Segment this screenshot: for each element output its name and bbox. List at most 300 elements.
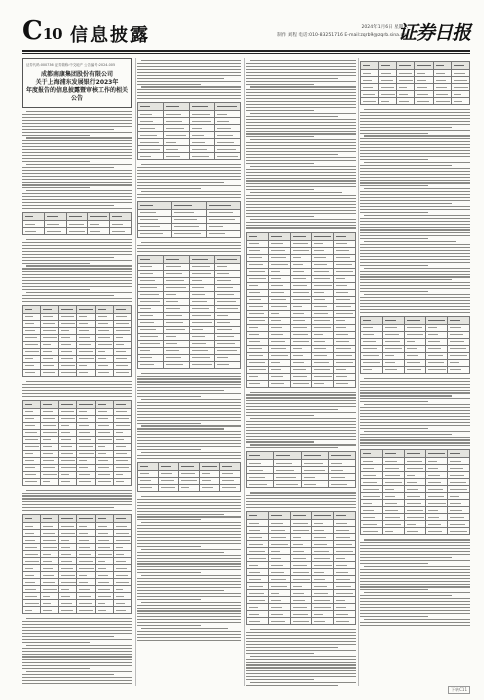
table-cell <box>397 84 415 91</box>
cell-text-mark <box>98 603 105 604</box>
table-cell <box>404 450 426 458</box>
table-cell <box>247 254 269 261</box>
cell-text-mark <box>363 453 371 454</box>
text-line <box>250 682 356 683</box>
text-line <box>360 262 470 263</box>
text-line <box>22 271 132 272</box>
table-cell <box>44 228 66 235</box>
table-cell <box>163 347 189 354</box>
cell-text-mark <box>43 481 50 482</box>
table-cell <box>158 484 179 491</box>
text-line <box>137 552 224 553</box>
table-cell <box>41 348 59 355</box>
table-cell <box>41 544 59 551</box>
cell-text-mark <box>385 496 395 497</box>
text-line <box>22 140 132 141</box>
text-line <box>137 420 241 421</box>
table-cell <box>247 282 269 289</box>
cell-text-mark <box>181 487 189 488</box>
table-cell <box>77 478 95 485</box>
text-line <box>141 86 241 87</box>
table-cell <box>23 213 45 221</box>
text-line <box>250 113 356 114</box>
table-row <box>361 493 470 500</box>
text-line <box>360 124 470 125</box>
table-row <box>138 340 241 347</box>
cell-text-mark <box>79 425 88 426</box>
table-row <box>361 486 470 493</box>
text-line <box>137 170 241 171</box>
text-line <box>360 604 470 605</box>
data-table <box>137 255 241 369</box>
text-line <box>137 78 224 79</box>
table-cell <box>95 408 113 415</box>
table-cell <box>426 345 448 352</box>
table-cell <box>23 544 41 551</box>
cell-text-mark <box>336 243 347 244</box>
table-cell <box>41 369 59 376</box>
table-cell <box>268 604 290 611</box>
cell-text-mark <box>61 323 75 324</box>
cell-text-mark <box>314 614 323 615</box>
table-cell <box>189 146 215 153</box>
table-cell <box>77 450 95 457</box>
table-cell <box>95 422 113 429</box>
cell-text-mark <box>417 80 425 81</box>
text-line <box>137 434 241 435</box>
table-cell <box>163 139 189 146</box>
cell-text-mark <box>166 294 177 295</box>
text-line <box>137 502 241 503</box>
cell-text-mark <box>363 362 380 363</box>
text-line <box>246 679 314 680</box>
table-cell <box>41 565 59 572</box>
text-line <box>246 195 356 196</box>
text-line <box>364 592 470 593</box>
table-cell <box>426 521 448 528</box>
cell-text-mark <box>79 358 93 359</box>
page-number: 10 <box>42 25 62 43</box>
table-cell <box>361 91 379 98</box>
table-cell <box>41 334 59 341</box>
cell-text-mark <box>271 278 281 279</box>
table-cell <box>268 590 290 597</box>
cell-text-mark <box>336 362 353 363</box>
table-cell <box>247 324 269 331</box>
text-line <box>360 551 470 552</box>
cell-text-mark <box>209 219 236 220</box>
table-cell <box>433 70 451 77</box>
table-cell <box>301 452 328 460</box>
table-cell <box>215 361 241 368</box>
cell-text-mark <box>331 484 347 485</box>
table-cell <box>95 313 113 320</box>
table-row <box>138 111 241 118</box>
table-cell <box>312 345 334 352</box>
cell-text-mark <box>249 341 260 342</box>
text-line <box>246 421 356 422</box>
text-line <box>246 116 338 117</box>
cell-text-mark <box>217 280 231 281</box>
table-cell <box>113 429 131 436</box>
cell-text-mark <box>217 121 229 122</box>
table-row <box>23 579 132 586</box>
table-cell <box>382 514 404 521</box>
text-line <box>137 69 241 70</box>
cell-text-mark <box>90 216 106 217</box>
cell-text-mark <box>385 489 394 490</box>
text-line <box>246 81 356 82</box>
cell-text-mark <box>25 432 37 433</box>
table-row <box>138 477 241 484</box>
data-table <box>137 102 241 160</box>
table-cell <box>247 275 269 282</box>
table-cell <box>312 611 334 618</box>
table-cell <box>274 460 301 467</box>
text-line <box>246 213 356 214</box>
text-line <box>246 495 356 496</box>
text-line <box>360 595 452 596</box>
cell-text-mark <box>314 299 325 300</box>
cell-text-mark <box>381 80 392 81</box>
cell-text-mark <box>25 540 35 541</box>
cell-text-mark <box>192 280 202 281</box>
cell-text-mark <box>407 475 416 476</box>
table-header-row <box>138 462 241 470</box>
table-row <box>247 331 356 338</box>
table-cell <box>23 415 41 422</box>
table-cell <box>138 263 164 270</box>
cell-text-mark <box>166 280 184 281</box>
table-cell <box>379 62 397 70</box>
table-cell <box>404 486 426 493</box>
cell-text-mark <box>293 572 309 573</box>
text-line <box>364 135 470 136</box>
table-cell <box>59 579 77 586</box>
text-line <box>246 667 356 668</box>
text-line <box>141 628 228 629</box>
text-line <box>137 569 241 570</box>
table-cell <box>59 400 77 408</box>
text-line <box>360 191 470 192</box>
cell-text-mark <box>271 600 281 601</box>
text-line <box>26 137 132 138</box>
text-line <box>137 248 241 249</box>
table-cell <box>268 555 290 562</box>
cell-text-mark <box>98 411 107 412</box>
table-cell <box>247 345 269 352</box>
table-cell <box>59 478 77 485</box>
cell-text-mark <box>61 533 75 534</box>
table-row <box>247 338 356 345</box>
table-cell <box>163 284 189 291</box>
table-cell <box>268 352 290 359</box>
cell-text-mark <box>385 468 399 469</box>
text-line <box>360 545 470 546</box>
table-cell <box>138 354 164 361</box>
table-cell <box>41 607 59 614</box>
table-row <box>247 373 356 380</box>
cell-text-mark <box>363 87 373 88</box>
cell-text-mark <box>385 461 397 462</box>
cell-text-mark <box>249 355 263 356</box>
text-line <box>137 390 224 391</box>
table-cell <box>268 541 290 548</box>
text-line <box>360 182 470 183</box>
cell-text-mark <box>98 365 108 366</box>
text-line <box>364 162 470 163</box>
cell-text-mark <box>43 351 52 352</box>
text-line <box>22 301 132 302</box>
table-cell <box>23 551 41 558</box>
text-line <box>22 248 132 249</box>
cell-text-mark <box>293 299 310 300</box>
table-cell <box>59 515 77 523</box>
cell-text-mark <box>271 558 281 559</box>
table-cell <box>215 354 241 361</box>
table-row <box>138 291 241 298</box>
text-line <box>137 446 241 447</box>
cell-text-mark <box>192 308 209 309</box>
text-line <box>22 268 132 269</box>
text-line <box>22 179 132 180</box>
text-line <box>360 297 470 298</box>
data-table <box>246 451 356 488</box>
table-cell <box>247 611 269 618</box>
table-cell <box>268 254 290 261</box>
text-line <box>246 653 314 654</box>
newspaper-logo: 证券日报 <box>397 22 470 44</box>
text-line <box>22 295 114 296</box>
cell-text-mark <box>249 455 260 456</box>
text-line <box>246 685 338 686</box>
column-1 <box>22 58 132 686</box>
table-cell <box>312 555 334 562</box>
table-cell <box>179 462 200 470</box>
table-cell <box>334 597 356 604</box>
cell-text-mark <box>116 418 129 419</box>
table-cell <box>59 327 77 334</box>
cell-text-mark <box>336 600 345 601</box>
table-cell <box>220 477 241 484</box>
table-cell <box>59 457 77 464</box>
text-line <box>360 610 470 611</box>
cell-text-mark <box>249 313 264 314</box>
cell-text-mark <box>304 470 325 471</box>
cell-text-mark <box>98 596 112 597</box>
text-line <box>22 393 132 394</box>
table-row <box>138 361 241 368</box>
text-line <box>360 247 470 248</box>
table-cell <box>138 223 172 230</box>
table-row <box>138 118 241 125</box>
cell-text-mark <box>166 135 186 136</box>
table-cell <box>247 240 269 247</box>
table-cell <box>290 576 312 583</box>
text-line <box>137 66 241 67</box>
text-line <box>22 202 132 203</box>
table-cell <box>268 275 290 282</box>
cell-text-mark <box>249 614 259 615</box>
table-cell <box>274 481 301 488</box>
cell-text-mark <box>363 524 377 525</box>
text-line <box>360 572 470 573</box>
cell-text-mark <box>166 273 183 274</box>
table-cell <box>95 320 113 327</box>
table-cell <box>247 373 269 380</box>
cell-text-mark <box>61 404 72 405</box>
cell-text-mark <box>98 474 110 475</box>
table-row <box>138 270 241 277</box>
cell-text-mark <box>428 362 444 363</box>
text-line <box>364 431 470 432</box>
cell-text-mark <box>271 313 279 314</box>
cell-text-mark <box>25 582 35 583</box>
cell-text-mark <box>249 523 259 524</box>
table-cell <box>361 331 383 338</box>
cell-text-mark <box>436 87 448 88</box>
table-cell <box>59 565 77 572</box>
cell-text-mark <box>314 515 330 516</box>
table-row <box>247 268 356 275</box>
table-row <box>138 284 241 291</box>
text-line <box>22 501 132 502</box>
table-cell <box>404 331 426 338</box>
cell-text-mark <box>314 313 328 314</box>
cell-text-mark <box>249 621 260 622</box>
body-text <box>360 539 470 625</box>
data-table <box>360 61 470 105</box>
text-line <box>360 156 470 157</box>
text-line <box>137 511 241 512</box>
table-cell <box>215 263 241 270</box>
table-cell <box>41 327 59 334</box>
table-row <box>247 569 356 576</box>
table-cell <box>268 289 290 296</box>
cell-text-mark <box>385 510 398 511</box>
text-line <box>246 163 314 164</box>
cell-text-mark <box>293 306 303 307</box>
cell-text-mark <box>249 369 266 370</box>
table-cell <box>426 479 448 486</box>
table-cell <box>448 528 470 535</box>
cell-text-mark <box>336 515 346 516</box>
table-row <box>247 590 356 597</box>
text-line <box>141 373 241 374</box>
table-cell <box>66 213 88 221</box>
text-line <box>22 627 132 628</box>
text-line <box>360 256 470 257</box>
body-text <box>22 490 132 512</box>
cell-text-mark <box>202 487 213 488</box>
table-row <box>23 544 132 551</box>
cell-text-mark <box>47 224 59 225</box>
table-cell <box>328 474 355 481</box>
table-cell <box>247 331 269 338</box>
table-cell <box>59 464 77 471</box>
cell-text-mark <box>271 320 281 321</box>
cell-text-mark <box>140 480 151 481</box>
table-cell <box>268 359 290 366</box>
table-row <box>138 230 241 237</box>
cell-text-mark <box>385 475 400 476</box>
body-text <box>22 618 132 686</box>
table-cell <box>88 228 110 235</box>
table-cell <box>404 514 426 521</box>
table-cell <box>189 291 215 298</box>
text-line <box>141 399 241 400</box>
table-cell <box>433 91 451 98</box>
table-row <box>138 139 241 146</box>
table-cell <box>41 523 59 530</box>
cell-text-mark <box>61 467 75 468</box>
cell-text-mark <box>407 517 424 518</box>
table-cell <box>189 305 215 312</box>
table-cell <box>247 338 269 345</box>
cell-text-mark <box>43 323 54 324</box>
cell-text-mark <box>314 285 331 286</box>
table-cell <box>23 478 41 485</box>
text-line <box>360 235 470 236</box>
table-row <box>247 555 356 562</box>
cell-text-mark <box>140 273 153 274</box>
cell-text-mark <box>43 589 56 590</box>
cell-text-mark <box>79 575 87 576</box>
text-line <box>22 176 132 177</box>
cell-text-mark <box>166 156 180 157</box>
cell-text-mark <box>217 329 232 330</box>
table-cell <box>290 534 312 541</box>
table-cell <box>23 443 41 450</box>
cell-text-mark <box>271 383 285 384</box>
text-line <box>137 578 241 579</box>
table-header-row <box>23 213 132 221</box>
cell-text-mark <box>192 106 208 107</box>
cell-text-mark <box>217 343 235 344</box>
table-cell <box>95 515 113 523</box>
cell-text-mark <box>249 586 263 587</box>
body-text <box>137 164 241 197</box>
text-line <box>364 188 470 189</box>
table-cell <box>382 472 404 479</box>
table-cell <box>334 380 356 387</box>
cell-text-mark <box>140 343 160 344</box>
table-cell <box>361 352 383 359</box>
table-cell <box>301 474 328 481</box>
table-row <box>23 327 132 334</box>
table-cell <box>113 313 131 320</box>
text-line <box>22 126 132 127</box>
text-line <box>360 381 470 382</box>
cell-text-mark <box>385 531 393 532</box>
cell-text-mark <box>293 285 308 286</box>
table-row <box>23 415 132 422</box>
cell-text-mark <box>428 475 439 476</box>
text-line <box>22 193 132 194</box>
cell-text-mark <box>217 357 227 358</box>
table-cell <box>110 228 132 235</box>
cell-text-mark <box>293 383 309 384</box>
table-cell <box>189 347 215 354</box>
cell-text-mark <box>43 561 52 562</box>
text-line <box>246 406 356 407</box>
table-cell <box>77 400 95 408</box>
cell-text-mark <box>174 226 199 227</box>
table-cell <box>247 352 269 359</box>
text-line <box>22 277 132 278</box>
table-row <box>361 91 470 98</box>
table-cell <box>268 240 290 247</box>
